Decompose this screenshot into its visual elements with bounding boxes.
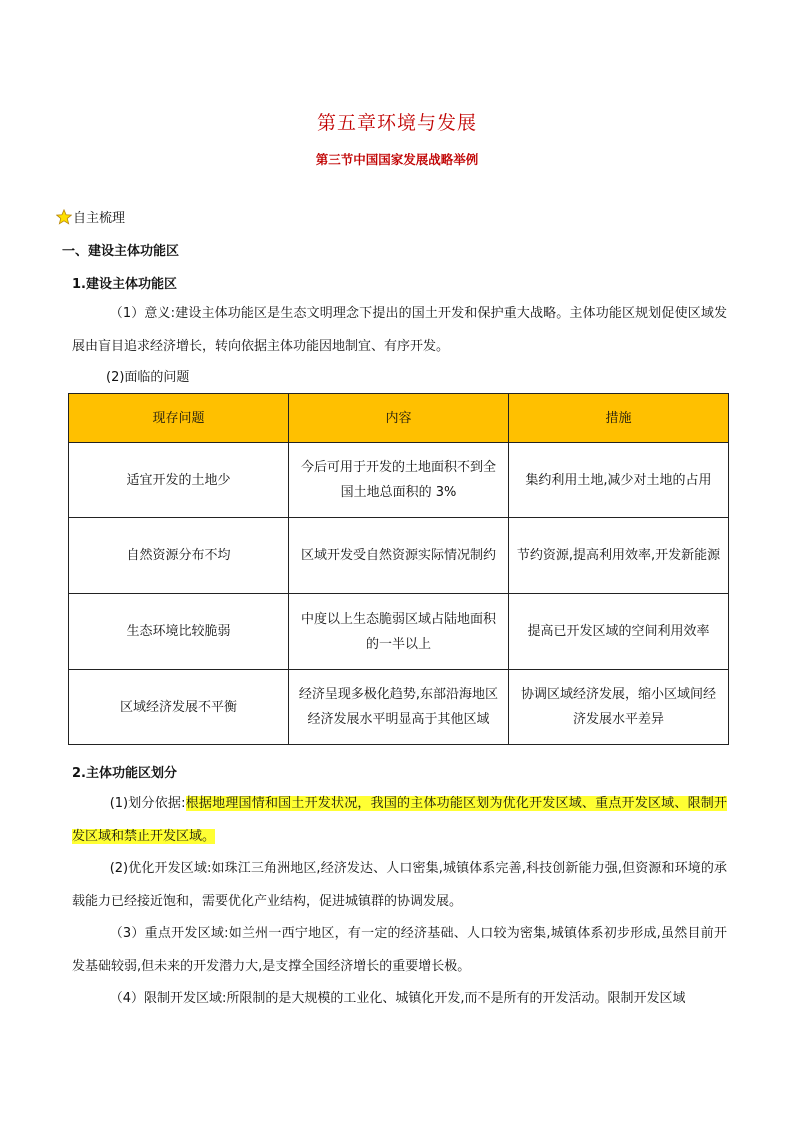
table-cell: 今后可用于开发的土地面积不到全国土地总面积的 3% — [289, 443, 509, 518]
paragraph-optimized-zone: (2)优化开发区域:如珠江三角洲地区,经济发达、人口密集,城镇体系完善,科技创新能力强,但资源和环境的承载能力已经接近饱和，需要优化产业结构，促进城镇群的协调发展。 — [72, 861, 727, 909]
table-row — [69, 594, 729, 670]
paragraph-significance: （1）意义:建设主体功能区是生态文明理念下提出的国土开发和保护重大战略。主体功能区规划促使区域发展由盲目追求经济增长，转向依据主体功能因地制宜、有序开发。 — [72, 306, 727, 354]
section-label: 自主梳理 — [73, 211, 126, 226]
section-heading — [56, 207, 125, 226]
heading-3: 2.主体功能区划分 — [72, 766, 177, 781]
table-cell: 集约利用土地,减少对土地的占用 — [509, 443, 729, 518]
paragraph-division-basis — [72, 787, 727, 853]
table-cell: 适宜开发的土地少 — [69, 443, 289, 518]
chapter-title: 第五章环境与发展 — [316, 112, 477, 134]
table-cell: 协调区域经济发展，缩小区域间经济发展水平差异 — [509, 670, 729, 745]
heading-2: 1.建设主体功能区 — [72, 277, 177, 292]
header-problem: 现存问题 — [69, 394, 289, 443]
table-cell: 中度以上生态脆弱区域占陆地面积的一半以上 — [289, 594, 509, 670]
section-subtitle: 第三节中国国家发展战略举例 — [315, 152, 479, 167]
table-header-row — [69, 394, 729, 443]
table-cell: 自然资源分布不均 — [69, 518, 289, 594]
paragraph-restricted-zone: （4）限制开发区域:所限制的是大规模的工业化、城镇化开发,而不是所有的开发活动。限制开发区域 — [109, 991, 686, 1006]
table-cell: 区域经济发展不平衡 — [69, 670, 289, 745]
header-content: 内容 — [289, 394, 509, 443]
header-measure: 措施 — [509, 394, 729, 443]
table-row — [69, 670, 729, 745]
table-cell: 节约资源,提高利用效率,开发新能源 — [509, 518, 729, 594]
table-label: (2)面临的问题 — [106, 370, 190, 385]
heading-1: 一、建设主体功能区 — [62, 244, 180, 259]
division-basis-label: (1)划分依据: — [109, 796, 186, 811]
star-icon — [56, 209, 72, 225]
table-row — [69, 443, 729, 518]
table-cell: 生态环境比较脆弱 — [69, 594, 289, 670]
table-cell: 区域开发受自然资源实际情况制约 — [289, 518, 509, 594]
table-row — [69, 518, 729, 594]
table-cell: 提高已开发区域的空间利用效率 — [509, 594, 729, 670]
table-cell: 经济呈现多极化趋势,东部沿海地区经济发展水平明显高于其他区域 — [289, 670, 509, 745]
paragraph-key-zone: （3）重点开发区域:如兰州一西宁地区，有一定的经济基础、人口较为密集,城镇体系初步形成,虽然目前开发基础较弱,但未来的开发潜力大,是支撑全国经济增长的重要增长极。 — [72, 926, 727, 974]
issues-table — [68, 393, 729, 745]
highlighted-text: 根据地理国情和国土开发状况，我国的主体功能区划为优化开发区域、重点开发区域、限制开发区域和禁止开发区域。 — [72, 796, 727, 844]
